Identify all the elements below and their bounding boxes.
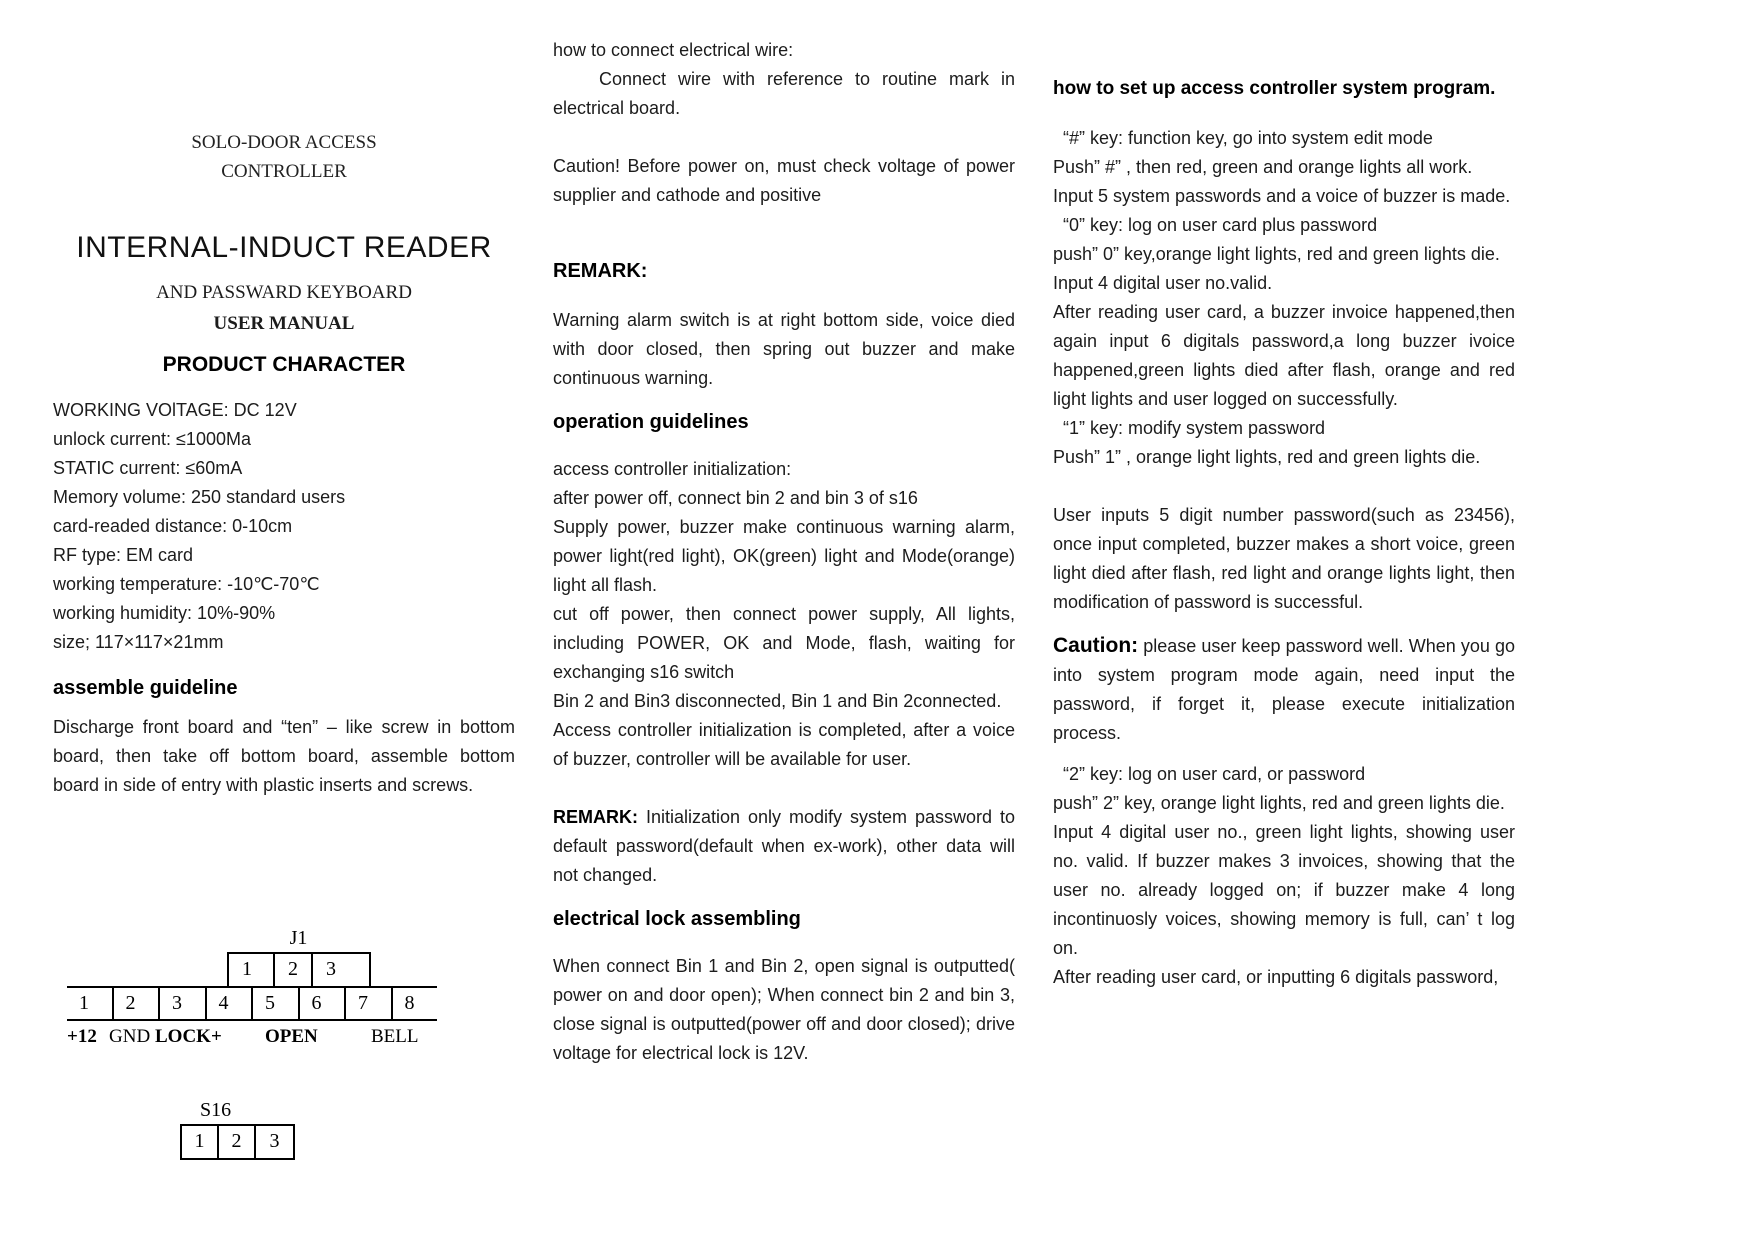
brand-line-1: SOLO-DOOR ACCESS	[191, 132, 377, 153]
j1-top-pin: 2	[275, 954, 313, 986]
j1-top-pin: 1	[229, 954, 275, 986]
remark-paragraph: Warning alarm switch is at right bottom side, voice died with door closed, then spring out buzzer and make continuous warning.	[553, 310, 1015, 388]
spec-line-temperature: working temperature: -10℃-70℃	[53, 574, 320, 594]
spec-line-card-distance: card-readed distance: 0-10cm	[53, 516, 293, 536]
caution-paragraph	[1053, 631, 1515, 748]
spec-line-static-current: STATIC current: ≤60mA	[53, 458, 243, 478]
j1-pin: 2	[114, 988, 161, 1019]
remark-initialization-paragraph	[553, 803, 1015, 890]
zero-key-step-3: After reading user card, a buzzer invoice happened,then again input 6 digitals password,a long buzzer ivoice happened,green lights died after flash, orange and red light lights and user logged on successfully.	[1053, 302, 1515, 409]
wire-label-gnd: GND	[109, 1026, 151, 1047]
j1-top-pin-row	[227, 952, 371, 986]
hash-key-step-1: Push” #” , then red, green and orange lights all work.	[1053, 157, 1473, 177]
two-key-step-2: Input 4 digital user no., green light lights, showing user no. valid. If buzzer makes 3 invoices, showing that the user no. already logged on; if buzzer make 4 long incontinuosly voices, showing memory is full, can’ t log on.	[1053, 822, 1515, 958]
j1-pin: 4	[207, 988, 254, 1019]
j1-pin: 8	[404, 992, 415, 1014]
brand-title	[53, 128, 515, 186]
wire-label-open: OPEN	[265, 1026, 318, 1047]
spec-line-voltage: WORKING VOlTAGE: DC 12V	[53, 400, 297, 420]
j1-bottom-pin-row	[67, 986, 437, 1021]
j1-label: J1	[289, 927, 308, 949]
s16-pin: 3	[269, 1130, 280, 1152]
j1-pin: 3	[160, 988, 207, 1019]
spec-line-rf-type: RF type: EM card	[53, 545, 194, 565]
two-key-step-1: push” 2” key, orange light lights, red and green lights die.	[1053, 793, 1505, 813]
manual-label: USER MANUAL	[213, 313, 355, 334]
hash-key-line: “#” key: function key, go into system edit mode	[1063, 128, 1433, 148]
spec-line-humidity: working humidity: 10%-90%	[53, 603, 276, 623]
wire-label-lock: LOCK+	[155, 1026, 222, 1047]
subtitle: AND PASSWARD KEYBOARD	[156, 282, 412, 303]
init-step-4: Bin 2 and Bin3 disconnected, Bin 1 and Bin 2connected.	[553, 691, 1002, 711]
s16-switch-diagram	[53, 1098, 515, 1178]
section-header-remark: REMARK:	[553, 260, 648, 282]
two-key-step-3: After reading user card, or inputting 6 digitals password,	[1053, 967, 1499, 987]
two-key-line: “2” key: log on user card, or password	[1063, 764, 1366, 784]
right-column	[1053, 0, 1515, 1178]
spec-line-memory: Memory volume: 250 standard users	[53, 487, 346, 507]
j1-wire-labels	[53, 1024, 515, 1050]
spec-list	[53, 396, 515, 657]
j1-pin: 7	[346, 988, 393, 1019]
remark-inline-label: REMARK:	[553, 807, 638, 827]
user-password-paragraph: User inputs 5 digit number password(such as 23456), once input completed, buzzer makes a short voice, green light died after flash, red light and orange lights light, then modification of password is successful.	[1053, 505, 1515, 612]
wire-label-plus12: +12	[67, 1026, 97, 1047]
section-header-system-program: how to set up access controller system program.	[1053, 78, 1496, 99]
brand-line-2: CONTROLLER	[221, 161, 347, 182]
init-step-2: Supply power, buzzer make continuous warning alarm, power light(red light), OK(green) light and Mode(orange) light all flash.	[553, 517, 1015, 595]
spacer	[553, 123, 1015, 152]
assemble-paragraph: Discharge front board and “ten” – like screw in bottom board, then take off bottom board, assemble bottom board in side of entry with plastic inserts and screws.	[53, 717, 515, 795]
init-title: access controller initialization:	[553, 459, 792, 479]
init-step-3: cut off power, then connect power supply, All lights, including POWER, OK and Mode, flash, waiting for exchanging s16 switch	[553, 604, 1015, 682]
j1-pin: 6	[300, 988, 347, 1019]
section-header-electrical-lock: electrical lock assembling	[553, 908, 801, 930]
section-header-product-character: PRODUCT CHARACTER	[162, 353, 406, 376]
s16-pin: 1	[182, 1126, 219, 1158]
section-header-assemble-guideline: assemble guideline	[53, 677, 238, 699]
s16-label: S16	[200, 1099, 232, 1121]
caution-inline-label: Caution:	[1053, 634, 1139, 657]
spec-line-size: size; 117×117×21mm	[53, 632, 224, 652]
init-step-5: Access controller initialization is completed, after a voice of buzzer, controller will be available for user.	[553, 720, 1015, 769]
j1-pin: 5	[253, 988, 300, 1019]
spacer	[1053, 472, 1515, 501]
one-key-line: “1” key: modify system password	[1063, 418, 1326, 438]
s16-pin: 2	[219, 1126, 256, 1158]
wire-label-bell: BELL	[371, 1026, 419, 1047]
one-key-step-1: Push” 1” , orange light lights, red and green lights die.	[1053, 447, 1481, 467]
zero-key-step-2: Input 4 digital user no.valid.	[1053, 273, 1273, 293]
spec-line-unlock-current: unlock current: ≤1000Ma	[53, 429, 251, 449]
j1-top-pin: 3	[326, 958, 336, 980]
zero-key-line: “0” key: log on user card plus password	[1063, 215, 1378, 235]
j1-connector-diagram	[53, 926, 515, 1052]
left-column	[53, 0, 515, 1178]
spacer	[553, 774, 1015, 803]
electrical-lock-paragraph: When connect Bin 1 and Bin 2, open signal is outputted( power on and door open); When connect bin 2 and bin 3, close signal is outputted(power off and door closed); drive voltage for electrical lock is 12V.	[553, 956, 1015, 1063]
connect-wire-title: how to connect electrical wire:	[553, 40, 794, 60]
remark-inline-text: Initialization only modify system password to default password(default when ex-work), other data will not changed.	[553, 807, 1015, 885]
caution-inline-text: please user keep password well. When you go into system program mode again, need input the password, if forget it, please execute initialization process.	[1053, 636, 1515, 743]
power-caution-paragraph: Caution! Before power on, must check voltage of power supplier and cathode and positive	[553, 156, 1015, 205]
section-header-operation-guidelines: operation guidelines	[553, 411, 749, 433]
s16-pin-row	[180, 1124, 295, 1160]
zero-key-step-1: push” 0” key,orange light lights, red and green lights die.	[1053, 244, 1500, 264]
j1-pin: 1	[67, 988, 114, 1019]
init-step-1: after power off, connect bin 2 and bin 3 of s16	[553, 488, 918, 508]
main-title: INTERNAL-INDUCT READER	[76, 231, 492, 264]
connect-wire-paragraph: Connect wire with reference to routine mark in electrical board.	[553, 69, 1015, 118]
hash-key-step-2: Input 5 system passwords and a voice of buzzer is made.	[1053, 186, 1511, 206]
middle-column	[553, 0, 1015, 1178]
